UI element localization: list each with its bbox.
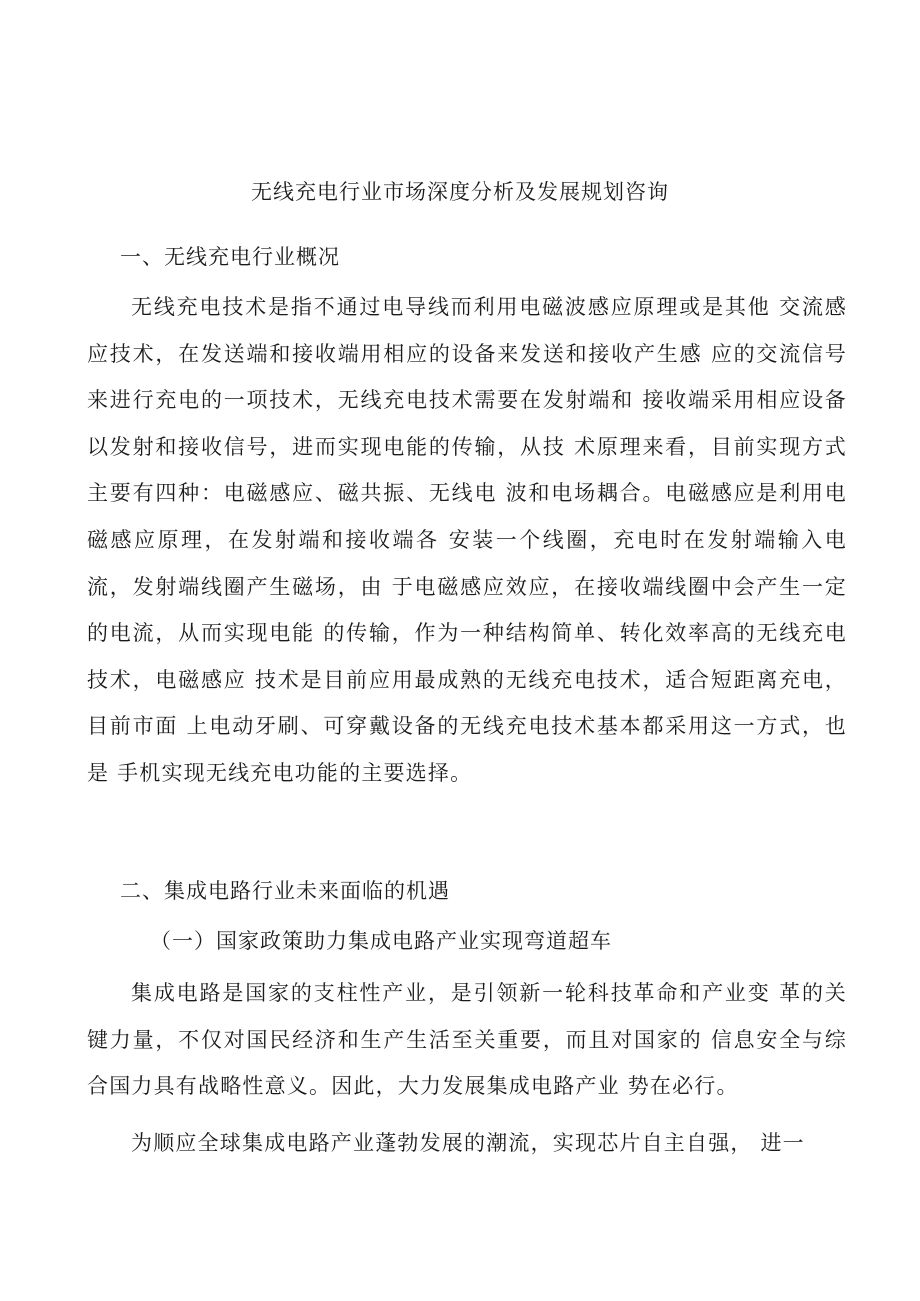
section-2-paragraph-1: 集成电路是国家的支柱性产业，是引领新一轮科技革命和产业变 革的关键力量，不仅对国民经济和生产生活至关重要，而且对国家的 信息安全与综合国力具有战略性意义。因此，大力发展集成电路产业 势在必行。 bbox=[87, 981, 847, 1099]
section-1-heading: 一、无线充电行业概况 bbox=[120, 245, 340, 269]
document-title: 无线充电行业市场深度分析及发展规划咨询 bbox=[251, 180, 669, 204]
section-1-paragraph: 无线充电技术是指不通过电导线而利用电磁波感应原理或是其他 交流感应技术，在发送端和接收端用相应的设备来发送和接收产生感 应的交流信号来进行充电的一项技术，无线充电技术需要在发射端和 接收端采用相应设备以发射和接收信号，进而实现电能的传输，从技 术原理来看，目前实现方式主要有四种：电磁感应、磁共振、无线电 波和电场耦合。电磁感应是利用电磁感应原理，在发射端和接收端各 安装一个线圈，充电时在发射端输入电流，发射端线圈产生磁场，由 于电磁感应效应，在接收端线圈中会产生一定的电流，从而实现电能 的传输，作为一种结构简单、转化效率高的无线充电技术，电磁感应 技术是目前应用最成熟的无线充电技术，适合短距离充电，目前市面 上电动牙刷、可穿戴设备的无线充电技术基本都采用这一方式，也是 手机实现无线充电功能的主要选择。 bbox=[87, 295, 847, 785]
section-2-heading: 二、集成电路行业未来面临的机遇 bbox=[120, 879, 450, 903]
section-2-paragraph-2: 为顺应全球集成电路产业蓬勃发展的潮流，实现芯片自主自强， 进一 bbox=[131, 1131, 805, 1155]
section-2-subheading: （一）国家政策助力集成电路产业实现弯道超车 bbox=[150, 929, 612, 953]
